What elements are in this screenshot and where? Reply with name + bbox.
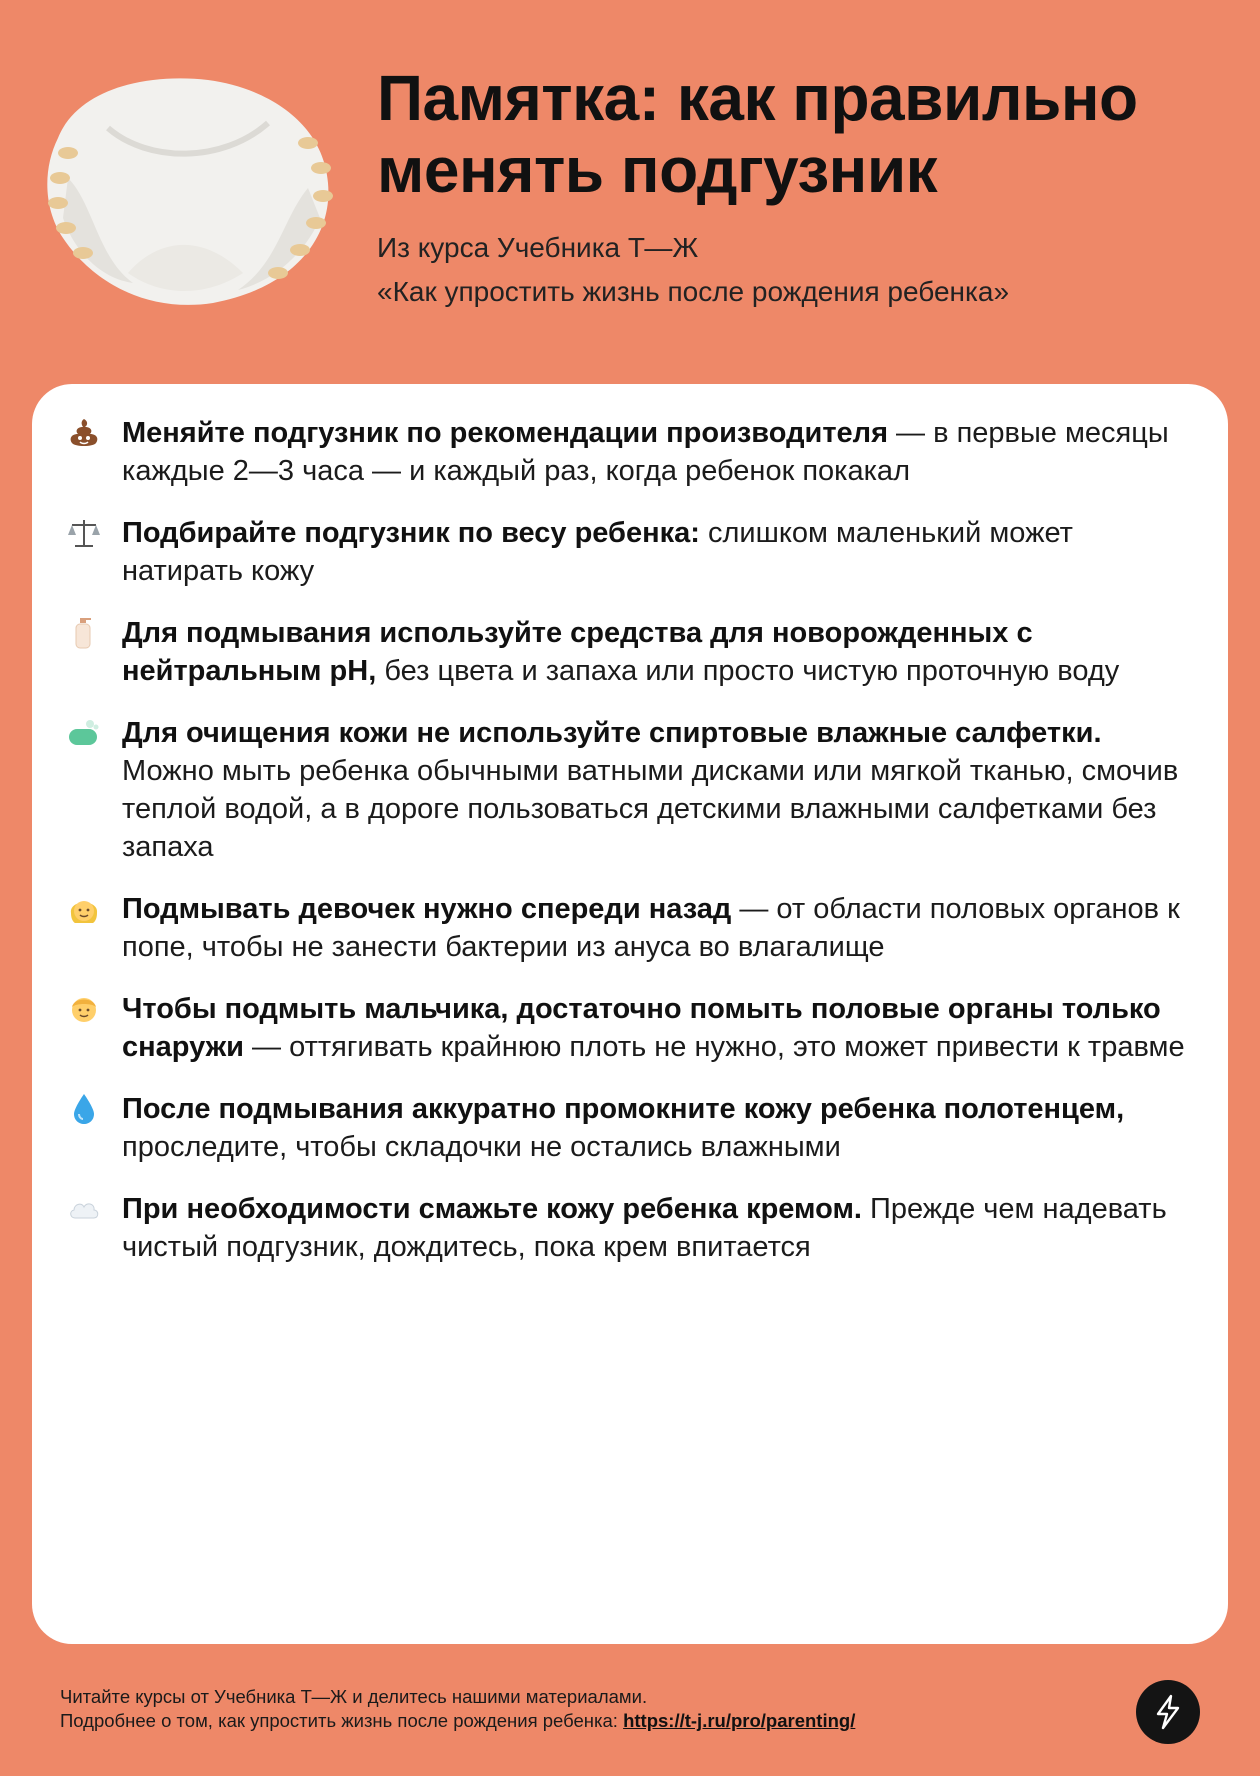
tip-item bbox=[62, 990, 1192, 1066]
page-title: Памятка: как правильно менять подгузник bbox=[377, 62, 1138, 206]
tip-text: Для очищения кожи не используйте спиртовые влажные салфетки. Можно мыть ребенка обычными ватными дисками или мягкой тканью, смочив теплой водой, а в дороге пользоваться детскими влажными салфетками без запаха bbox=[122, 717, 1179, 863]
soap-icon bbox=[62, 714, 122, 752]
cloud-icon bbox=[62, 1190, 122, 1228]
tip-item bbox=[62, 890, 1192, 966]
tip-text: Для подмывания используйте средства для новорожденных с нейтральным pH, без цвета и запаха или просто чистую проточную воду bbox=[122, 617, 1120, 687]
footer-line2: Подробнее о том, как упростить жизнь после рождения ребенка: https://t-j.ru/pro/parenting/ bbox=[60, 1710, 856, 1731]
tip-item bbox=[62, 514, 1192, 590]
footer-link[interactable]: https://t-j.ru/pro/parenting/ bbox=[623, 1710, 856, 1731]
lightning-logo-icon[interactable] bbox=[1136, 1680, 1200, 1744]
droplet-icon bbox=[62, 1090, 122, 1128]
tip-text: Подбирайте подгузник по весу ребенка: слишком маленький может натирать кожу bbox=[122, 517, 1073, 587]
tips-list bbox=[62, 414, 1192, 1290]
tip-item bbox=[62, 1090, 1192, 1166]
diaper-illustration bbox=[38, 68, 334, 308]
tip-text: Подмывать девочек нужно спереди назад — от области половых органов к попе, чтобы не занести бактерии из ануса во влагалище bbox=[122, 893, 1180, 963]
boy-icon bbox=[62, 990, 122, 1028]
poo-icon bbox=[62, 414, 122, 452]
tip-text: После подмывания аккуратно промокните кожу ребенка полотенцем, проследите, чтобы складочки не остались влажными bbox=[122, 1093, 1125, 1163]
tip-item bbox=[62, 614, 1192, 690]
tips-card bbox=[32, 384, 1228, 1644]
tip-text: При необходимости смажьте кожу ребенка кремом. Прежде чем надевать чистый подгузник, дождитесь, пока крем впитается bbox=[122, 1193, 1167, 1263]
tip-text: Чтобы подмыть мальчика, достаточно помыть половые органы только снаружи — оттягивать крайнюю плоть не нужно, это может привести к травме bbox=[122, 993, 1185, 1063]
lotion-bottle-icon bbox=[62, 614, 122, 652]
tip-text: Меняйте подгузник по рекомендации производителя — в первые месяцы каждые 2—3 часа — и каждый раз, когда ребенок покакал bbox=[122, 417, 1169, 487]
header bbox=[377, 62, 1237, 314]
balance-scale-icon bbox=[62, 514, 122, 552]
tip-item bbox=[62, 1190, 1192, 1266]
footer-line1: Читайте курсы от Учебника Т—Ж и делитесь нашими материалами. bbox=[60, 1686, 648, 1707]
tip-item bbox=[62, 714, 1192, 866]
tip-item bbox=[62, 414, 1192, 490]
footer bbox=[60, 1685, 1060, 1733]
subtitle: Из курса Учебника Т—Ж «Как упростить жизнь после рождения ребенка» bbox=[377, 232, 1010, 307]
girl-icon bbox=[62, 890, 122, 928]
